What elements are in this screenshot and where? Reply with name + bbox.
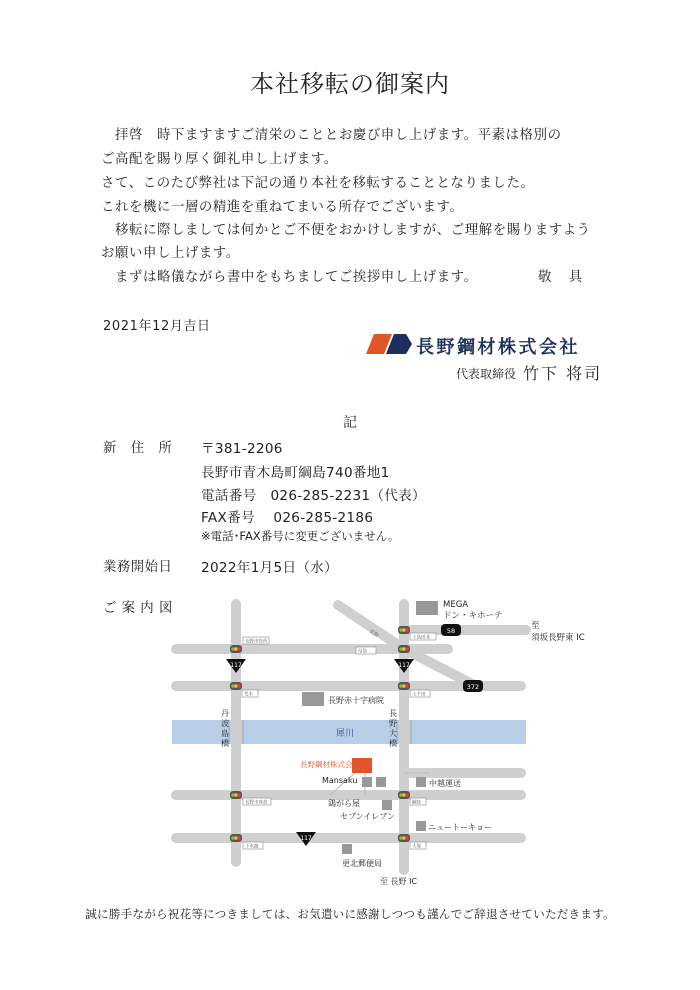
company-logo-icon — [366, 334, 412, 354]
address-label: 新 住 所 — [103, 441, 173, 456]
mega-building — [416, 601, 438, 615]
bridge-label: 波 — [221, 719, 229, 728]
sign-label: 綱島 — [412, 800, 421, 806]
hospital-label: 長野赤十字病院 — [328, 696, 384, 705]
page-title: 本社移転の御案内 — [250, 70, 450, 98]
route-117-label: 117 — [230, 662, 242, 669]
torigaraya-label: 鶏がら屋 — [328, 799, 360, 808]
to-ic-label: 至 長野 IC — [380, 877, 418, 886]
sign-label: 大塚 — [412, 844, 421, 850]
letter-line: これを機に一層の精進を重ねてまいる所存でございます。 — [101, 200, 464, 215]
letter-line: まずは略儀ながら書中をもちましてご挨拶申し上げます。 — [101, 270, 478, 285]
start-label: 業務開始日 — [103, 560, 173, 575]
letter-date: 2021年12月吉日 — [103, 319, 211, 334]
fax: FAX番号 026-285-2186 — [201, 510, 374, 526]
sign-label: 長野市役所 — [245, 639, 268, 645]
access-map — [0, 590, 700, 890]
post-office-building — [342, 844, 352, 854]
route-117-label: 117 — [398, 662, 410, 669]
mansaku-building — [362, 777, 372, 787]
rep-title: 代表取締役 — [456, 367, 517, 381]
river-label: 犀川 — [336, 729, 355, 739]
bridge-label: 大 — [389, 729, 397, 738]
note: ※電話･FAX番号に変更ございません。 — [201, 529, 400, 543]
sign-label: 荒木 — [244, 692, 253, 698]
sign-label: 長野市真島 — [245, 800, 268, 806]
route-372-label: 372 — [466, 683, 480, 691]
route-117-label: 117 — [300, 835, 312, 842]
bridge-label: 島 — [221, 729, 229, 738]
to-suzaka-label: 須坂長野東 IC — [531, 633, 585, 643]
route-58-label: 58 — [446, 627, 456, 635]
letter-line: 拝啓 時下ますますご清栄のこととお慶び申し上げます。平素は格別の — [101, 128, 562, 143]
mega-label: MEGA — [443, 600, 469, 610]
bridge-label: 丹 — [221, 709, 229, 718]
diag-road-label: 長野 — [367, 628, 380, 640]
tel: 電話番号 026-285-2231（代表） — [201, 488, 426, 504]
newtokyo-label: ニュートーキョー — [428, 823, 492, 832]
bridge-label: 長 — [389, 709, 397, 718]
hospital-building — [302, 692, 324, 706]
to-suzaka-label: 至 — [531, 621, 540, 631]
company-pin-label: 長野鋼材株式会社 — [300, 760, 360, 769]
seven-building — [382, 800, 392, 810]
start-value: 2022年1月5日（水） — [201, 560, 339, 576]
rep-name: 竹下 将司 — [523, 364, 603, 383]
letter-line: お願い申し上げます。 — [101, 246, 240, 261]
sign-label: 上千田 — [412, 692, 426, 698]
mega-label: ドン・キホーテ — [443, 611, 503, 621]
letter-line: ご高配を賜り厚く御礼申し上げます。 — [101, 152, 338, 167]
bridge-label: 橋 — [221, 739, 229, 748]
mansaku-label: Mansaku — [322, 776, 358, 785]
chuetsu-label: 中越運送 — [429, 779, 461, 788]
sign-label: 上高田北 — [412, 635, 430, 641]
chuetsu-building — [416, 777, 426, 787]
company-name: 長野鋼材株式会社 — [416, 337, 580, 358]
ki-heading: 記 — [343, 415, 357, 431]
closing-keigu: 敬 具 — [538, 270, 585, 285]
map-label: ご 案 内 図 — [103, 601, 173, 616]
torigaraya-building — [376, 777, 386, 787]
footer-note: 誠に勝手ながら祝花等につきましては、お気遣いに感謝しつつも謹んでご辞退させていただきます。 — [85, 907, 615, 921]
letter-line: さて、このたび弊社は下記の通り本社を移転することとなりました。 — [101, 176, 535, 191]
letter-line: 移転に際しましては何かとご不便をおかけしますが、ご理解を賜りますよう — [101, 223, 591, 238]
postal-code: 〒381-2206 — [201, 441, 283, 457]
seven-label: セブンイレブン — [340, 812, 395, 821]
address: 長野市青木島町綱島740番地1 — [201, 465, 390, 481]
sign-label: 母袋 — [358, 649, 367, 655]
bridge-label: 橋 — [389, 739, 397, 748]
sign-label: 下氷鉋 — [245, 844, 259, 850]
post-office-label: 更北郵便局 — [342, 859, 382, 868]
bridge-label: 野 — [389, 719, 397, 728]
newtokyo-building — [416, 821, 426, 831]
